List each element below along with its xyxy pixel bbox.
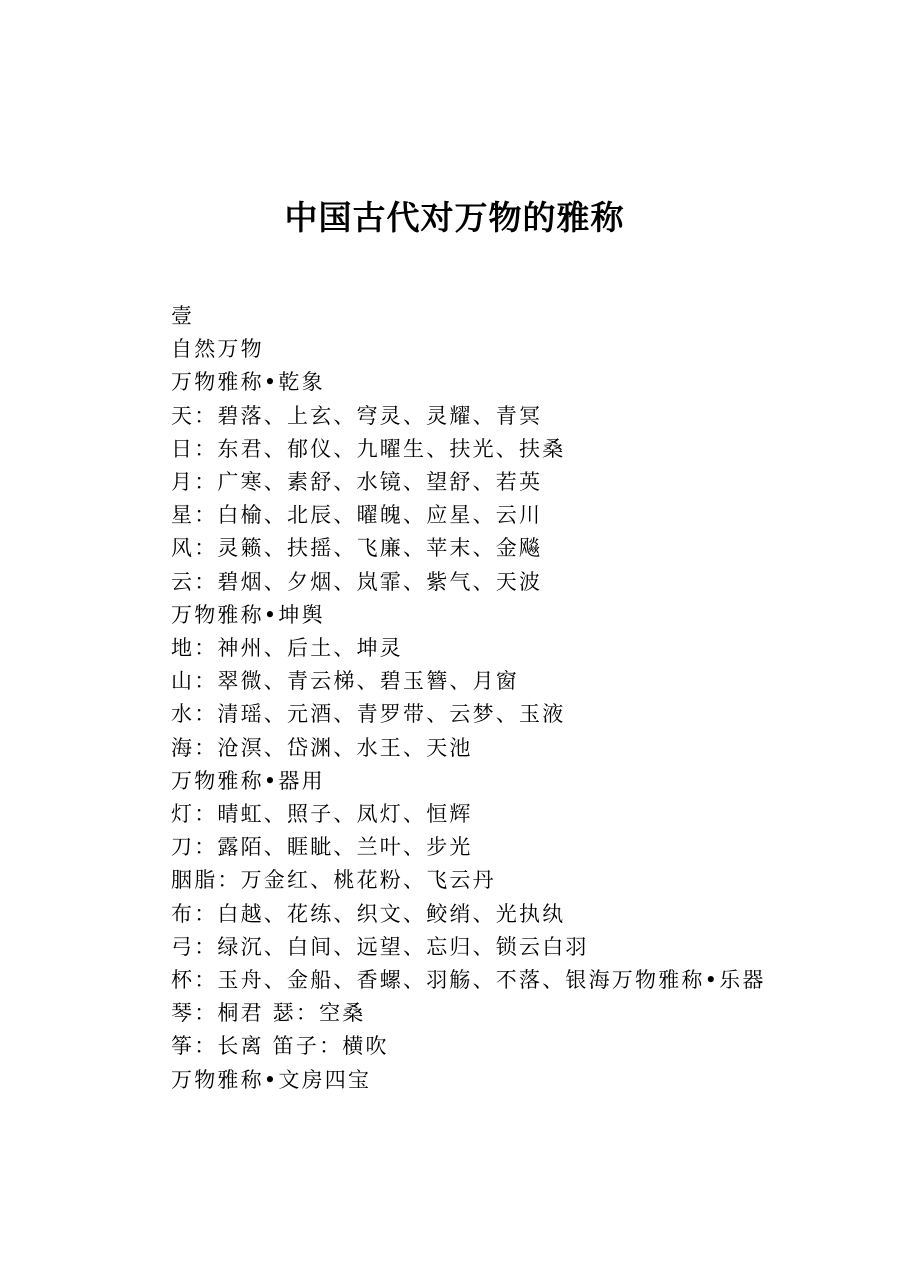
text-line: 琴：桐君 瑟：空桑 [171, 1001, 366, 1026]
text-line: 云：碧烟、夕烟、岚霏、紫气、天波 [171, 569, 543, 594]
document-body [125, 300, 805, 1097]
subsection-heading: 万物雅称•乾象 [171, 370, 325, 395]
section-heading: 自然万物 [171, 337, 264, 362]
text-line: 布：白越、花练、织文、鲛绡、光执纨 [171, 901, 566, 926]
text-line: 日：东君、郁仪、九曜生、扶光、扶桑 [171, 436, 566, 461]
text-line: 杯：玉舟、金船、香螺、羽觞、不落、银海万物雅称•乐器 [171, 968, 766, 993]
subsection-heading: 万物雅称•器用 [171, 768, 325, 793]
subsection-heading: 万物雅称•文房四宝 [171, 1067, 372, 1092]
text-line: 风：灵籁、扶摇、飞廉、苹末、金飚 [171, 536, 543, 561]
text-line: 弓：绿沉、白间、远望、忘归、锁云白羽 [171, 934, 589, 959]
text-line: 胭脂：万金红、桃花粉、飞云丹 [171, 868, 496, 893]
text-line: 天：碧落、上玄、穹灵、灵耀、青冥 [171, 403, 543, 428]
text-line: 刀：露陌、睚眦、兰叶、步光 [171, 835, 473, 860]
text-line: 山：翠微、青云梯、碧玉簪、月窗 [171, 669, 519, 694]
document-title: 中国古代对万物的雅称 [284, 198, 625, 237]
text-line: 筝：长离 笛子：横吹 [171, 1034, 389, 1059]
text-line: 水：清瑶、元酒、青罗带、云梦、玉液 [171, 702, 566, 727]
text-line: 灯：晴虹、照子、凤灯、恒辉 [171, 802, 473, 827]
text-line: 地：神州、后土、坤灵 [171, 636, 403, 661]
subsection-heading: 万物雅称•坤舆 [171, 602, 325, 627]
section-number: 壹 [171, 304, 195, 328]
text-line: 海：沧溟、岱渊、水王、天池 [171, 735, 473, 760]
text-line: 月：广寒、素舒、水镜、望舒、若英 [171, 470, 543, 495]
text-line: 星：白榆、北辰、曜魄、应星、云川 [171, 503, 543, 528]
